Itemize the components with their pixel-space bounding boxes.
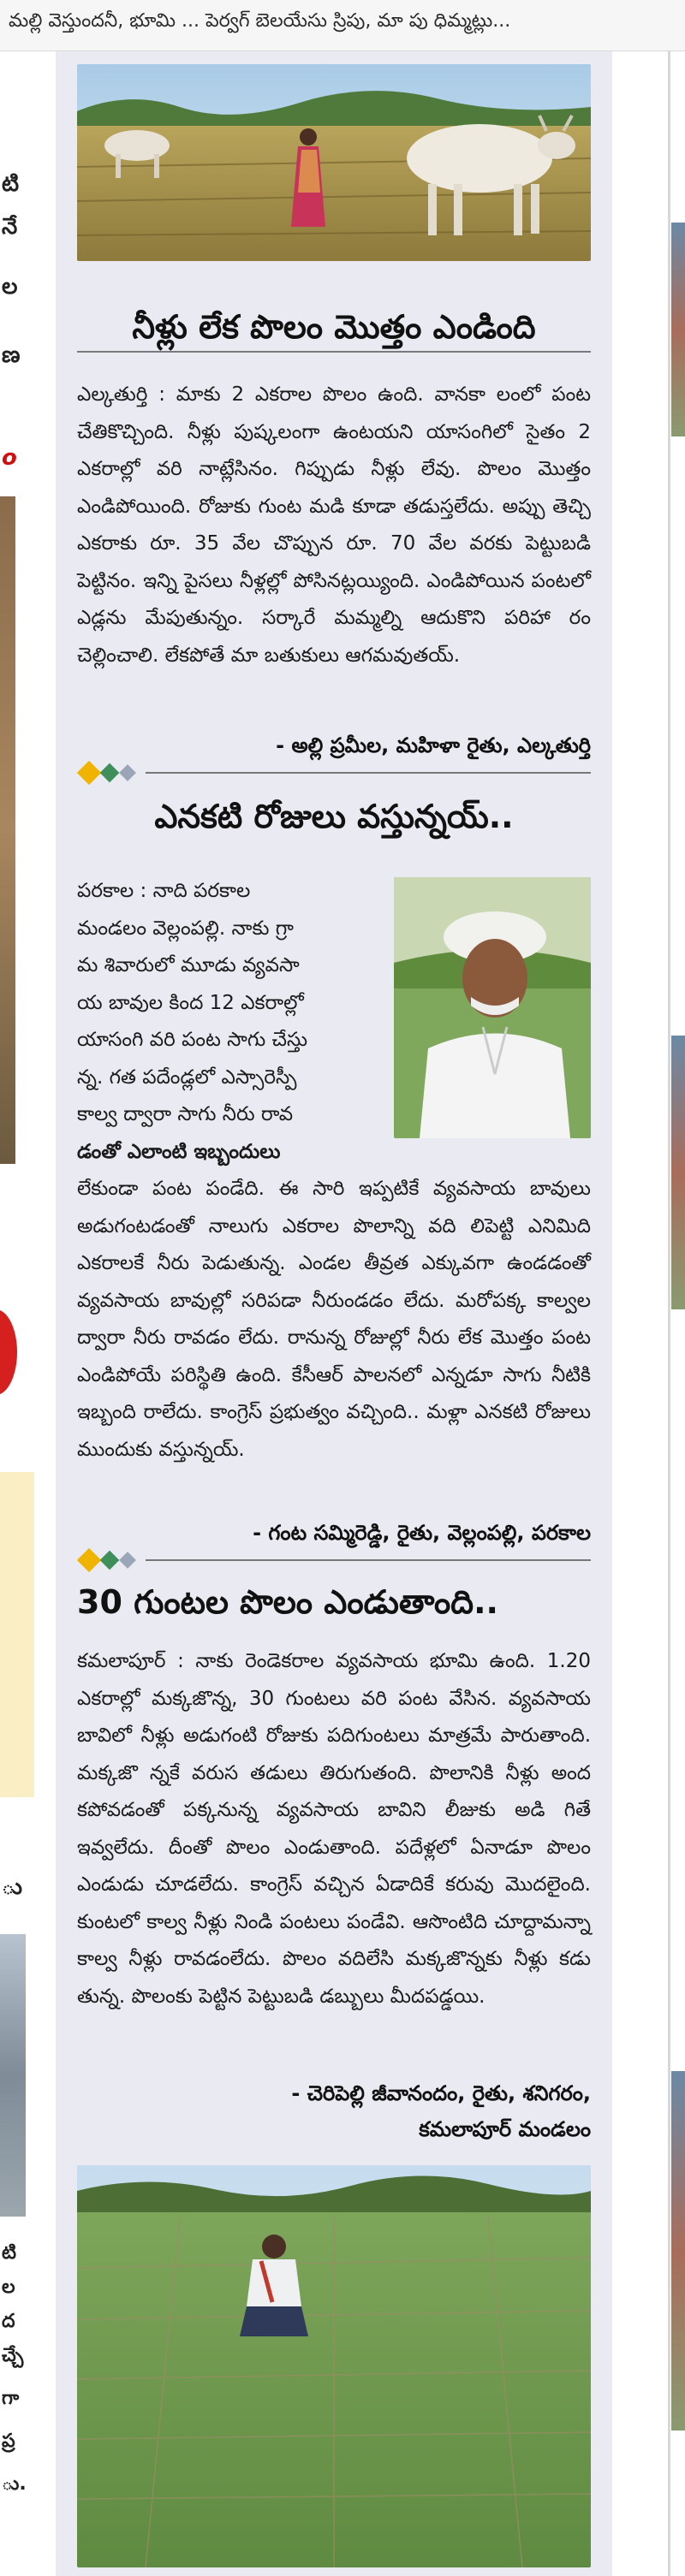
dry-field-farmer-photo: [77, 2165, 591, 2567]
left-fragment: ల: [2, 2276, 15, 2298]
top-strip-text: మల్లి వెస్తుందనీ, భూమి ... పెర్వగ్ బెలయేసు స్రిపు, మా పు ధిమ్మట్లు...: [9, 10, 511, 32]
divider-diamond-icon: [119, 764, 136, 781]
column-divider: [668, 51, 670, 2576]
article-3-body: [77, 1643, 591, 2015]
article-panel: [56, 51, 612, 2576]
article-1-paragraph: ఎల్కతుర్తి : మాకు 2 ఎకరాల పొలం ఉంది. వానకా లంలో పంట చేతికొచ్చింది. నీళ్లు పుష్కలంగా ఉంటయని యాసంగిలో సైతం 2 ఎకరాల్లో వరి నాట్లేసినం. గిప్పుడు నీళ్లు లేవు. పొలం మొత్తం ఎండిపోయింది. రోజుకు గుంట మడి కూడా తడుస్తలేదు. అప్పు తెచ్చి ఎకరాకు రూ. 35 వేల చొప్పున రూ. 70 వేల వరకు పెట్టుబడి పెట్టినం. ఇన్ని పైసలు నీళ్లల్లో పోసినట్లయ్యింది. ఎండిపోయిన పంటలో ఎడ్లను మేపుతున్నం. సర్కారే మమ్మల్ని ఆదుకొని పరిహా రం చెల్లించాలి. లేకపోతే మా బతుకులు ఆగమవుతయ్.: [77, 383, 591, 667]
left-fragment: ు: [2, 1874, 23, 1900]
left-fragment: టి: [2, 2242, 16, 2264]
left-fragment: o: [2, 445, 17, 471]
left-fragment: ణ: [2, 342, 21, 368]
divider-diamond-icon: [77, 761, 101, 785]
left-photo-strip: [0, 496, 15, 1164]
article-2-line: మండలం వెల్లంపల్లి. నాకు గ్రా: [77, 917, 294, 940]
article-2-line: య బావుల కింద 12 ఎకరాల్లో: [77, 991, 304, 1014]
farmer-portrait-photo: [394, 877, 591, 1138]
left-fragment: ప్ర: [2, 2431, 15, 2452]
article-1-byline: - అల్లి ప్రమీల, మహిళా రైతు, ఎల్కతుర్తి: [276, 733, 591, 757]
article-2-line: డంతో ఎలాంటి ఇబ్బందులు: [77, 1140, 281, 1163]
article-2-line: మ శివారులో మూడు వ్యవసా: [77, 954, 300, 976]
byline-line: కమలాపూర్ మండలం: [419, 2117, 591, 2141]
top-text-strip: [0, 0, 685, 51]
section-divider: [77, 1549, 591, 1571]
left-fragment: ు.: [2, 2473, 27, 2495]
left-photo-strip: [0, 1934, 26, 2217]
left-neighbor-column: [0, 51, 43, 2576]
article-2-byline: - గంట సమ్మిరెడ్డి, రైతు, వెల్లంపల్లి, పరకాల: [253, 1521, 591, 1545]
article-1-body: [77, 377, 591, 674]
section-divider: [77, 762, 591, 784]
left-fragment: ద: [2, 2311, 15, 2332]
right-photo-strip: [671, 2071, 685, 2431]
left-red-graphic: [0, 1309, 17, 1395]
article-2-line: యాసంగి వరి పంట సాగు చేస్తు: [77, 1029, 308, 1051]
left-fragment: నే: [2, 214, 18, 240]
article-2-line: న్న. గత పదేండ్లలో ఎస్సారెస్పీ: [77, 1065, 297, 1089]
farm-woman-cattle-photo: [77, 64, 591, 261]
article-2-paragraph: లేకుండా పంట పండేది. ఈ సారి ఇప్పటికే వ్యవసాయ బావులు అడుగంటడంతో నాలుగు ఎకరాల పొలాన్ని వది లిపెట్టి ఎనిమిది ఎకరాలకే నీరు పెడుతున్న. ఎండల తీవ్రత ఎక్కువగా ఉండడంతో వ్యవసాయ బావుల్లో సరిపడా నీరుండడం లేదు. మరోపక్క కాల్వల ద్వారా నీరు రావడం లేదు. రానున్న రోజుల్లో నీరు లేక మొత్తం పంట ఎండిపోయే పరిస్థితి ఉంది. కేసీఆర్ పాలనలో ఎన్నడూ సాగు నీటికి ఇబ్బంది రాలేదు. కాంగ్రెస్ ప్రభుత్వం వచ్చింది.. మళ్లా ఎనకటి రోజులు ముందుకు వస్తున్నయ్.: [77, 1178, 591, 1461]
divider-diamond-icon: [100, 763, 120, 783]
article-2-body: [77, 1171, 591, 1469]
left-fragment: గా: [2, 2388, 20, 2409]
article-2-intro: [77, 873, 368, 1171]
left-yellow-block: [0, 1472, 34, 1797]
right-photo-strip: [671, 1036, 685, 1309]
right-photo-strip: [671, 223, 685, 436]
left-fragment: చ్చే: [2, 2345, 24, 2366]
article-2-line: పరకాల : నాది పరకాల: [77, 880, 251, 902]
article-2-line: కాల్వ ద్వారా సాగు నీరు రావ: [77, 1103, 294, 1125]
article-3-byline: [291, 2075, 591, 2147]
divider-diamond-icon: [77, 1548, 101, 1572]
right-neighbor-column: [634, 51, 685, 2576]
left-fragment: టి: [2, 171, 20, 197]
left-fragment: ల: [2, 274, 18, 300]
divider-diamond-icon: [119, 1552, 136, 1569]
headline-underline: [77, 351, 591, 353]
article-3-paragraph: కమలాపూర్ : నాకు రెండెకరాల వ్యవసాయ భూమి ఉంది. 1.20 ఎకరాల్లో మక్కజొన్న, 30 గుంటలు వరి పంట వేసిన. వ్యవసాయ బావిలో నీళ్లు అడుగంటి రోజుకు పదిగుంటలు మాత్రమే పారుతాంది. మక్కజొ న్నకే వరుస తడులు తిరుగుతంది. పొలానికి నీళ్లు అంద కపోవడంతో పక్కనున్న వ్యవసాయ బావిని లీజుకు అడి గితే ఇవ్వలేదు. దీంతో పొలం ఎండుతాంది. పదేళ్లలో ఏనాడూ పొలం ఎండుడు చూడలేదు. కాంగ్రెస్ వచ్చిన ఏడాదికే కరువు మొదలైంది. కుంటలో కాల్వ నీళ్లు నిండి పంటలు పండేవి. ఆసొంటిది చూద్దామన్నా కాల్వ నీళ్లు రావడంలేదు. పొలం వదిలేసి మక్కజొన్నకు నీళ్లు కడు తున్న. పొలంకు పెట్టిన పెట్టుబడి డబ్బులు మీదపడ్డయి.: [77, 1650, 591, 2008]
article-1-headline: నీళ్లు లేక పొలం మొత్తం ఎండింది: [132, 308, 536, 346]
divider-diamond-icon: [100, 1551, 120, 1570]
byline-line: - చెరిపెల్లి జీవానందం, రైతు, శనిగరం,: [291, 2081, 591, 2105]
article-3-headline: 30 గుంటల పొలం ఎండుతాంది..: [77, 1583, 498, 1621]
article-2-headline: ఎనకటి రోజులు వస్తున్నయ్..: [154, 798, 514, 835]
